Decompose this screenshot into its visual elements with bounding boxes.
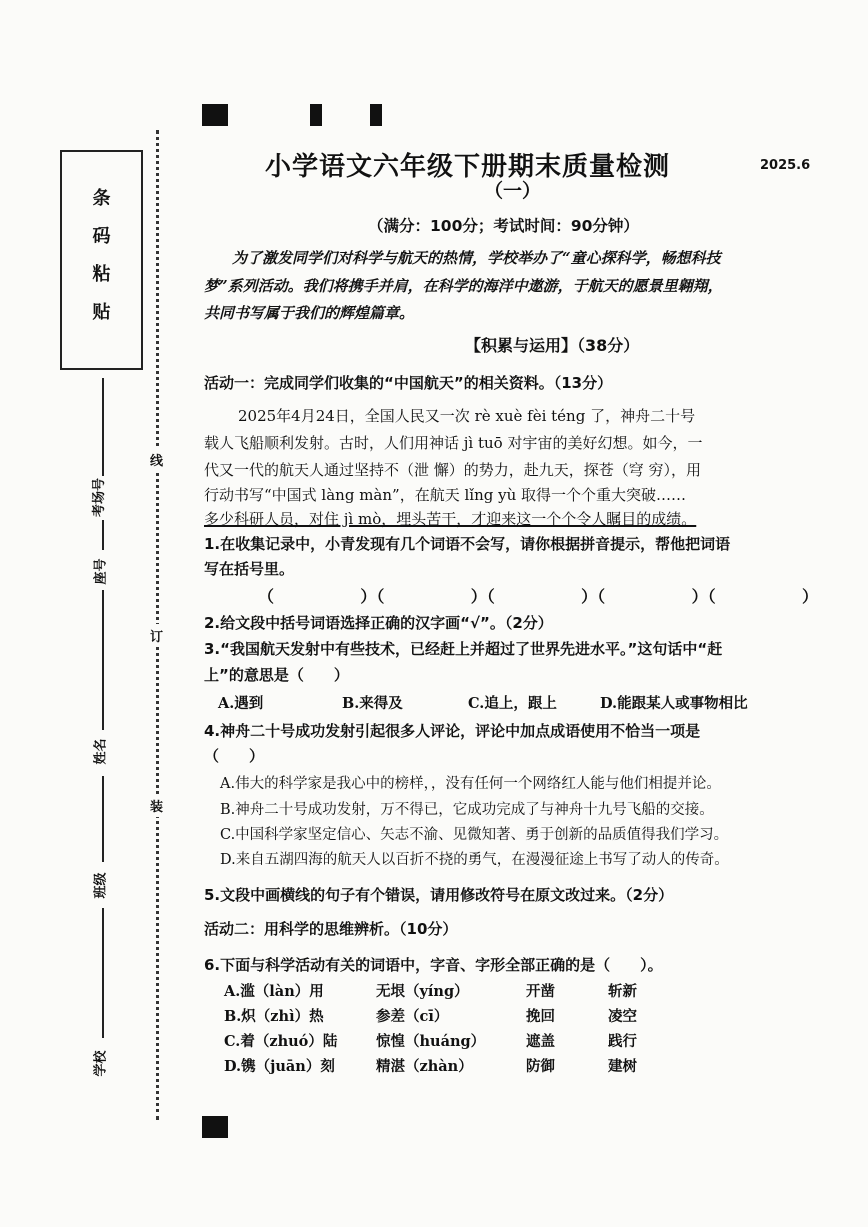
option[interactable]: B.神舟二十号成功发射，万不得已，它成功完成了与神舟十九号飞船的交接。 — [220, 802, 714, 818]
option[interactable]: D.能跟某人或事物相比 — [600, 695, 748, 712]
barcode-char: 条 — [92, 188, 111, 209]
barcode-paste-box — [60, 150, 143, 370]
question-5: 5.文段中画横线的句子有个错误，请用修改符号在原文改过来。（2分） — [204, 886, 674, 904]
blank-paren: ）（ — [470, 587, 495, 606]
passage-line: 代又一代的航天人通过坚持不（泄 懈）的势力，赴九天，探苍（穹 穷），用 — [204, 461, 702, 479]
intro-line: 共同书写属于我们的辉煌篇章。 — [204, 304, 415, 322]
word: 参差（cī） — [376, 1008, 449, 1025]
registration-mark — [310, 104, 322, 126]
option[interactable]: A.遇到 — [218, 695, 264, 712]
option[interactable]: B.来得及 — [342, 695, 403, 712]
word: 建树 — [608, 1058, 637, 1075]
word: 挽回 — [526, 1008, 555, 1025]
word: 开凿 — [526, 983, 555, 1000]
passage-line: 行动书写“中国式 làng màn”，在航天 lǐng yù 取得一个个重大突破…… — [204, 486, 687, 504]
cut-label: 订 — [150, 624, 163, 647]
word: 凌空 — [608, 1008, 637, 1025]
option[interactable]: C.中国科学家坚定信心、矢志不渝、见微知著、勇于创新的品质值得我们学习。 — [220, 827, 729, 843]
page-subtitle: （一） — [484, 180, 542, 202]
barcode-char: 码 — [92, 226, 111, 247]
word: 践行 — [608, 1033, 637, 1050]
passage-line: 载人飞船顺利发射。古时，人们用神话 jì tuō 对宇宙的美好幻想。如今，一 — [204, 434, 703, 452]
blank-paren: ）（ — [691, 587, 716, 606]
barcode-char: 贴 — [92, 302, 111, 323]
intro-line: 为了激发同学们对科学与航天的热情，学校举办了“童心探科学，畅想科技 — [232, 249, 721, 267]
registration-mark — [202, 104, 228, 126]
passage-line: 2025年4月24日，全国人民又一次 rè xuè fèi téng 了，神舟二十号 — [238, 407, 696, 425]
question-3: 3.“我国航天发射中有些技术，已经赶上并超过了世界先进水平。”这句话中“赶 — [204, 640, 723, 658]
word: 遮盖 — [526, 1033, 555, 1050]
barcode-char: 粘 — [92, 264, 111, 285]
word: 斩新 — [608, 983, 637, 1000]
cut-label: 装 — [150, 794, 163, 817]
blank-paren: ）（ — [581, 587, 606, 606]
cut-label: 线 — [150, 448, 163, 471]
fill-line — [102, 520, 104, 550]
fill-line — [102, 776, 104, 862]
intro-line: 梦”系列活动。我们将携手并肩，在科学的海洋中遨游，于航天的愿景里翱翔， — [204, 277, 723, 295]
word: 无垠（yíng） — [376, 983, 469, 1000]
question-1-cont: 写在括号里。 — [204, 560, 295, 578]
registration-mark — [370, 104, 382, 126]
question-4: 4.神舟二十号成功发射引起很多人评论，评论中加点成语使用不恰当一项是 — [204, 722, 701, 740]
fill-line — [102, 378, 104, 476]
question-3-cont: 上”的意思是（ ） — [204, 666, 349, 684]
question-2: 2.给文段中括号词语选择正确的汉字画“√”。（2分） — [204, 614, 553, 632]
question-4-cont: （ ） — [204, 747, 265, 765]
school-label: 学校 — [93, 1050, 109, 1077]
option[interactable]: A.伟大的科学家是我心中的榜样，，没有任何一个网络红人能与他们相提并论。 — [220, 776, 721, 792]
word: 防御 — [526, 1058, 555, 1075]
word: 精湛（zhàn） — [376, 1058, 473, 1075]
option[interactable]: C.追上，跟上 — [468, 695, 557, 712]
fill-line — [102, 908, 104, 1038]
blank-paren: ） — [801, 587, 818, 606]
activity-title: 活动一：完成同学们收集的“中国航天”的相关资料。（13分） — [204, 374, 613, 392]
exam-info: （满分：100分；考试时间：90分钟） — [368, 217, 639, 235]
fill-line — [102, 590, 104, 730]
exam-date: 2025.6 — [760, 158, 811, 173]
section-heading: 【积累与运用】（38分） — [465, 336, 640, 355]
word: A.滥（làn）用 — [224, 983, 324, 1000]
exam-number-label: 考场号 — [92, 477, 108, 518]
question-1: 1.在收集记录中，小青发现有几个词语不会写，请你根据拼音提示，帮他把词语 — [204, 535, 731, 553]
word: D.镌（juān）刻 — [224, 1058, 335, 1075]
activity-title: 活动二：用科学的思维辨析。（10分） — [204, 920, 458, 938]
name-label: 姓名 — [93, 738, 109, 765]
passage-underlined-sentence: 多少科研人员，对住 jì mò，埋头苦干，才迎来这一个个令人瞩目的成绩。 — [204, 510, 697, 528]
page-title: 小学语文六年级下册期末质量检测 — [265, 152, 671, 182]
word: 惊惶（huáng） — [376, 1033, 486, 1050]
blank-paren: ）（ — [360, 587, 385, 606]
seat-label: 座号 — [93, 558, 109, 585]
answer-blanks[interactable] — [258, 584, 818, 607]
registration-mark — [202, 1116, 228, 1138]
option[interactable]: D.来自五湖四海的航天人以百折不挠的勇气，在漫漫征途上书写了动人的传奇。 — [220, 852, 729, 868]
question-6: 6.下面与科学活动有关的词语中，字音、字形全部正确的是（ ）。 — [204, 956, 663, 974]
word: C.着（zhuó）陆 — [224, 1033, 338, 1050]
blank-paren: （ — [258, 587, 275, 606]
word: B.炽（zhì）热 — [224, 1008, 324, 1025]
class-label: 班级 — [93, 872, 109, 899]
